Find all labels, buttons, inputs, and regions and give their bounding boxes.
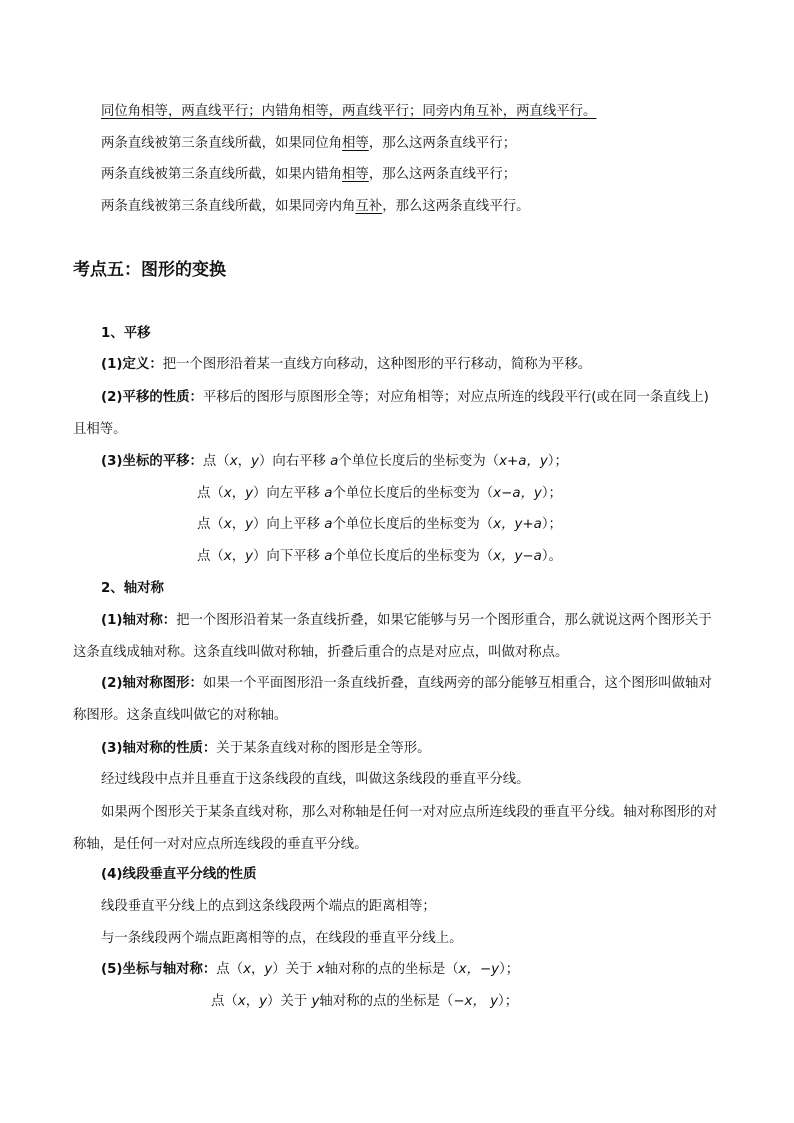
intro-line-2-post: ，那么这两条直线平行； <box>368 136 517 151</box>
symmetry-axis-paragraph <box>73 797 721 860</box>
var-y: y <box>245 549 254 564</box>
coord-text: ）； <box>541 486 562 501</box>
coord-comma: ， <box>231 549 246 564</box>
coord-comma: ， <box>231 486 246 501</box>
intro-line-1 <box>101 103 596 121</box>
coord-text: 点（ <box>202 454 230 469</box>
translation-coord-row-3 <box>197 516 562 534</box>
intro-line-3-mark: 相等 <box>342 167 369 182</box>
symmetry-definition <box>73 605 721 668</box>
symmetric-figure-text: 如果一个平面图形沿一条直线折叠，直线两旁的部分能够互相重合，这个图形叫做轴对称图形。这条直线叫做它的对称轴。 <box>73 676 712 723</box>
section-title: 考点五：图形的变换 <box>73 260 226 280</box>
coord-text: ）向上平移 <box>253 517 325 532</box>
var-a: a <box>324 486 333 501</box>
coord-result: x，y−a <box>493 549 542 564</box>
var-x: x <box>223 517 232 532</box>
coord-text: ）； <box>498 994 519 1009</box>
var-a: a <box>324 517 333 532</box>
coord-text: ）； <box>541 517 562 532</box>
coord-result: x，−y <box>458 962 500 977</box>
coord-result: x，y+a <box>493 517 542 532</box>
coord-symmetry-label: (5)坐标与轴对称： <box>101 962 217 977</box>
bisector-property-line-2: 与一条线段两个端点距离相等的点，在线段的垂直平分线上。 <box>101 931 463 946</box>
coord-text: ）向左平移 <box>253 486 325 501</box>
symmetry-axis-text: 如果两个图形关于某条直线对称，那么对称轴是任何一对对应点所连线段的垂直平分线。轴对称图形的对称轴，是任何一对对应点所连线段的垂直平分线。 <box>73 805 717 852</box>
translation-coord-row-4 <box>197 548 562 566</box>
translation-definition <box>101 356 591 374</box>
translation-property-label: (2)平移的性质： <box>101 390 203 405</box>
intro-line-4-pre: 两条直线被第三条直线所截，如果同旁内角 <box>101 199 356 214</box>
var-y: y <box>259 994 268 1009</box>
symmetry-definition-text: 把一个图形沿着某一条直线折叠，如果它能够与另一个图形重合，那么就说这两个图形关于这条直线成轴对称。这条直线叫做对称轴，折叠后重合的点是对应点，叫做对称点。 <box>73 613 712 660</box>
var-x: x <box>223 549 232 564</box>
symmetric-figure-definition <box>73 668 721 731</box>
intro-line-4-mark: 互补 <box>355 199 383 214</box>
coord-result: x−a，y <box>493 486 542 501</box>
coord-text: 点（ <box>197 486 224 501</box>
intro-line-3-post: ，那么这两条直线平行； <box>368 167 517 182</box>
coord-result: −x， y <box>453 994 499 1009</box>
var-y: y <box>245 486 254 501</box>
intro-line-2 <box>101 135 516 153</box>
coord-result: x+a，y <box>499 454 548 469</box>
var-x: x <box>229 454 238 469</box>
intro-line-3-pre: 两条直线被第三条直线所截，如果内错角 <box>101 167 343 182</box>
coord-text: 个单位长度后的坐标变为（ <box>332 549 494 564</box>
symmetry-property-text: 关于某条直线对称的图形是全等形。 <box>216 741 431 756</box>
coord-comma: ， <box>231 517 246 532</box>
var-y: y <box>251 454 259 469</box>
coord-text: ）向右平移 <box>258 454 331 469</box>
translation-coord-row-1 <box>101 453 568 471</box>
var-x: x <box>243 962 252 977</box>
coord-text: ）关于 <box>272 962 317 977</box>
var-a: a <box>324 549 333 564</box>
coord-text: 点（ <box>216 962 244 977</box>
intro-line-2-pre: 两条直线被第三条直线所截，如果同位角 <box>101 136 343 151</box>
coord-symmetry-row-1 <box>101 961 519 979</box>
var-x: x <box>223 486 232 501</box>
intro-line-1-text: 同位角相等，两直线平行；内错角相等，两直线平行；同旁内角互补，两直线平行。 <box>101 104 597 119</box>
symmetry-property <box>101 740 431 758</box>
symmetry-property-label: (3)轴对称的性质： <box>101 741 217 756</box>
intro-line-4 <box>101 198 530 216</box>
coord-text: 点（ <box>197 517 224 532</box>
symmetry-definition-label: (1)轴对称： <box>101 613 177 628</box>
coord-text: 个单位长度后的坐标变为（ <box>338 454 500 469</box>
intro-line-2-mark: 相等 <box>342 136 369 151</box>
translation-property <box>73 382 721 445</box>
coord-comma: ， <box>237 454 252 469</box>
bisector-property-line-1: 线段垂直平分线上的点到这条线段两个端点的距离相等； <box>101 899 436 914</box>
coord-text: 点（ <box>211 994 238 1009</box>
coord-text: ）向下平移 <box>253 549 325 564</box>
var-a: a <box>330 454 339 469</box>
translation-definition-label: (1)定义： <box>101 357 163 372</box>
intro-line-4-post: ，那么这两条直线平行。 <box>382 199 530 214</box>
coord-comma: ， <box>251 962 265 977</box>
bisector-property-label: (4)线段垂直平分线的性质 <box>101 867 257 882</box>
axis-var: y <box>311 994 320 1009</box>
axis-var: x <box>316 962 325 977</box>
coord-text: ）； <box>547 454 568 469</box>
coord-text: 点（ <box>197 549 224 564</box>
translation-definition-text: 把一个图形沿着某一直线方向移动，这种图形的平行移动，简称为平移。 <box>162 357 592 372</box>
translation-property-text: 平移后的图形与原图形全等；对应角相等；对应点所连的线段平行(或在同一条直线上)且相等。 <box>73 390 709 437</box>
coord-text: ）。 <box>541 549 562 564</box>
var-x: x <box>237 994 246 1009</box>
symmetric-figure-label: (2)轴对称图形： <box>101 676 203 691</box>
translation-heading: 1、平移 <box>101 326 151 341</box>
perpendicular-bisector-definition: 经过线段中点并且垂直于这条线段的直线，叫做这条线段的垂直平分线。 <box>101 772 530 787</box>
intro-line-3 <box>101 166 516 184</box>
var-y: y <box>264 962 273 977</box>
coord-comma: ， <box>245 994 260 1009</box>
translation-coord-label: (3)坐标的平移： <box>101 454 203 469</box>
translation-coord-row-2 <box>197 485 562 503</box>
coord-text: 轴对称的点的坐标是（ <box>324 962 459 977</box>
var-y: y <box>245 517 254 532</box>
coord-text: ）； <box>499 962 520 977</box>
coord-symmetry-row-2 <box>211 993 518 1011</box>
coord-text: 个单位长度后的坐标变为（ <box>332 486 494 501</box>
symmetry-heading: 2、轴对称 <box>101 581 164 596</box>
coord-text: 轴对称的点的坐标是（ <box>319 994 454 1009</box>
coord-text: 个单位长度后的坐标变为（ <box>332 517 494 532</box>
coord-text: ）关于 <box>267 994 312 1009</box>
